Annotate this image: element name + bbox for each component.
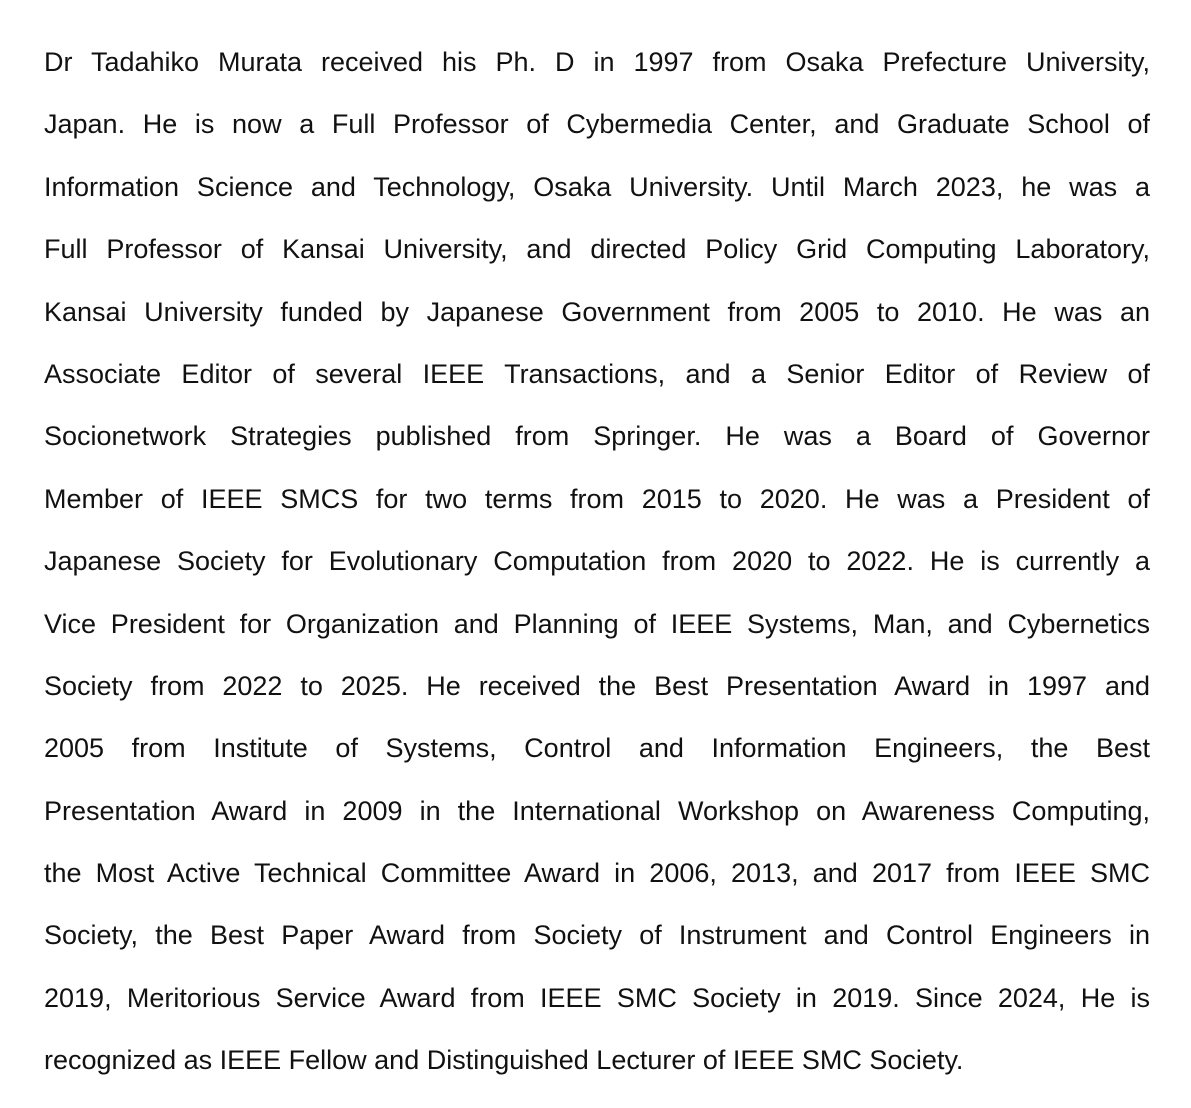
biography-line: 2019, Meritorious Service Award from IEEE SMC Society in 2019. Since 2024, He is (44, 982, 1150, 1013)
biography-line: Presentation Award in 2009 in the International Workshop on Awareness Computing, (44, 795, 1150, 826)
biography-line: the Most Active Technical Committee Award in 2006, 2013, and 2017 from IEEE SMC (44, 858, 1150, 889)
biography-line: Full Professor of Kansai University, and directed Policy Grid Computing Laboratory, (44, 234, 1150, 265)
biography-line-last: recognized as IEEE Fellow and Distinguished Lecturer of IEEE SMC Society. (44, 1045, 964, 1076)
biography-line: Associate Editor of several IEEE Transactions, and a Senior Editor of Review of (44, 358, 1150, 389)
biography-line: Socionetwork Strategies published from Springer. He was a Board of Governor (44, 421, 1150, 452)
biography-line: Japanese Society for Evolutionary Computation from 2020 to 2022. He is currently a (44, 546, 1150, 577)
biography-paragraph (44, 31, 1150, 1092)
biography-line: Kansai University funded by Japanese Government from 2005 to 2010. He was an (44, 296, 1150, 327)
biography-line: Dr Tadahiko Murata received his Ph. D in 1997 from Osaka Prefecture University, (44, 47, 1150, 77)
biography-line: Information Science and Technology, Osaka University. Until March 2023, he was a (44, 171, 1150, 202)
biography-line: 2005 from Institute of Systems, Control and Information Engineers, the Best (44, 733, 1150, 764)
biography-line: Japan. He is now a Full Professor of Cybermedia Center, and Graduate School of (44, 109, 1150, 140)
biography-line: Vice President for Organization and Planning of IEEE Systems, Man, and Cybernetics (44, 608, 1150, 639)
biography-line: Society from 2022 to 2025. He received the Best Presentation Award in 1997 and (44, 670, 1150, 701)
biography-line: Society, the Best Paper Award from Society of Instrument and Control Engineers in (44, 920, 1150, 951)
biography-line: Member of IEEE SMCS for two terms from 2015 to 2020. He was a President of (44, 483, 1150, 514)
